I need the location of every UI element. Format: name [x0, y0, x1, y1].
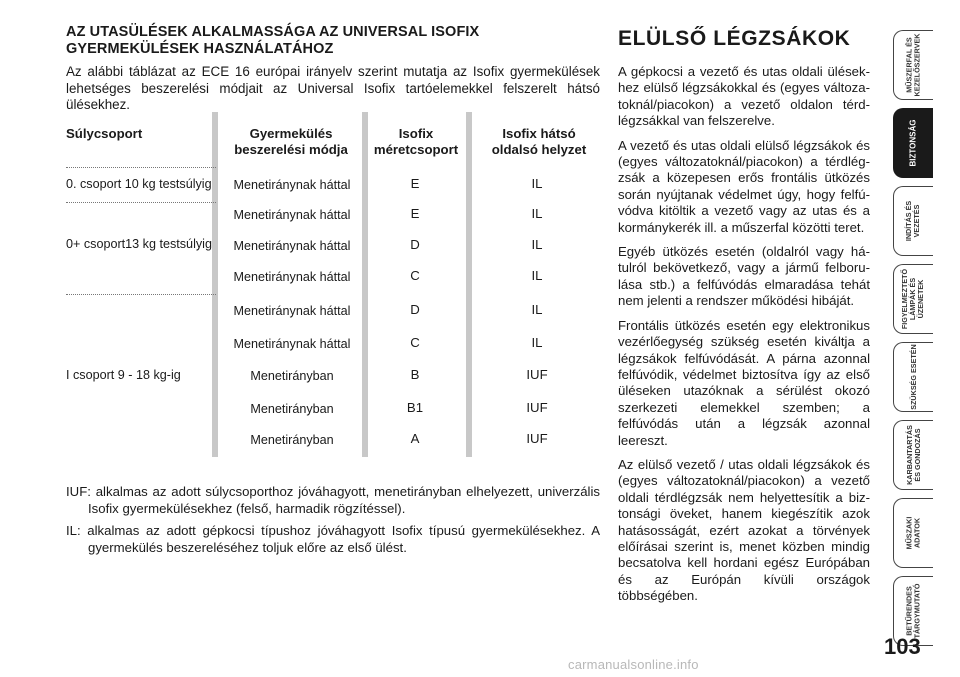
- section-title: [66, 24, 600, 58]
- cell-install-mode: Menetiránynak háttal: [233, 337, 351, 351]
- cell-install-mode: Menetiránynak háttal: [233, 208, 351, 222]
- header-rear-position: [474, 126, 604, 158]
- cell-size-class: B: [410, 367, 420, 382]
- cell-install-mode: Menetiránynak háttal: [233, 304, 351, 318]
- cell-size-class: E: [410, 206, 420, 221]
- cell-rear-position: IL: [531, 237, 543, 252]
- cell-size-class: D: [410, 237, 420, 252]
- table-notes: [66, 484, 600, 562]
- cell-rear-position: IUF: [526, 431, 548, 446]
- weight-group-0plus: 0+ csoport13 kg testsúlyig: [66, 237, 212, 251]
- table-separator: [362, 112, 368, 457]
- header-weight-group: Súlycsoport: [66, 126, 143, 141]
- table-separator: [466, 112, 472, 457]
- cell-install-mode: Menetiránynak háttal: [233, 239, 351, 253]
- airbag-paragraph: Az elülső vezető / utas oldali légzsákok és (egyes változatoknál/piacokon) a vezető oldali térdlégzsák nem helyettesítik a biztonsági öveket, hanem kiegészítik azok hatásosságát, ezért azokat a törvények előírásai szerint is, menet közben mindig becsatolva kell hordani egész Európában és az Európán kívüli országok többségében.: [618, 456, 870, 604]
- header-install-mode-line2: beszerelési módja: [234, 142, 348, 157]
- header-size-class: [368, 126, 464, 158]
- header-size-class-line1: Isofix: [398, 126, 434, 141]
- cell-install-mode: Menetirányban: [250, 433, 334, 447]
- cell-rear-position: IL: [531, 302, 543, 317]
- tab-maintenance[interactable]: [893, 420, 933, 490]
- tab-label: MŰSZAKI ADATOK: [904, 516, 922, 550]
- group-divider: [66, 294, 216, 295]
- airbag-section: [618, 26, 870, 613]
- section-title-line1: AZ UTASÜLÉSEK ALKALMASSÁGA AZ UNIVERSAL ISOFIX: [66, 24, 480, 40]
- tab-technical-data[interactable]: [893, 498, 933, 568]
- tab-warning-lights[interactable]: [893, 264, 933, 334]
- note-iuf: IUF: alkalmas az adott súlycsoporthoz jóváhagyott, menetirányban elhelyezett, univerzális Isofix gyermekülésekhez (felső, harmadik rögzítéssel).: [66, 484, 600, 516]
- cell-size-class: A: [410, 431, 420, 446]
- cell-rear-position: IL: [531, 268, 543, 283]
- airbag-paragraph: A gépkocsi a vezető és utas oldali ülésekhez elülső légzsákokkal és (egyes változatoknál/piacokon) a vezető oldalon térdlégzsákkal van felszerelve.: [618, 64, 870, 129]
- page-number: 103: [884, 634, 921, 659]
- group-divider: [66, 167, 216, 168]
- weight-group-0: 0. csoport 10 kg testsúlyig: [66, 177, 212, 191]
- cell-rear-position: IL: [531, 206, 543, 221]
- header-install-mode-line1: Gyermekülés: [249, 126, 333, 141]
- tab-label: BIZTONSÁG: [908, 119, 918, 167]
- tab-safety[interactable]: [893, 108, 933, 178]
- note-il: IL: alkalmas az adott gépkocsi típushoz jóváhagyott Isofix típusú gyermekülésekhez. A gyermekülés beszereléséhez toljuk előre az első ülést.: [66, 523, 600, 555]
- cell-install-mode: Menetiránynak háttal: [233, 178, 351, 192]
- tab-label: KARBANTARTÁS ÉS GONDOZÁS: [904, 425, 922, 485]
- cell-size-class: E: [410, 176, 420, 191]
- cell-install-mode: Menetirányban: [250, 402, 334, 416]
- airbag-paragraph: Frontális ütközés esetén egy elektronikus vezérlőegység szükség esetén kiváltja a légzsákok felfúvódását. A párna azonnal felfúvódik, védelmet biztosítva így az első üléseken utazóknak a sérülést okozó szerkezeti elemekkel szemben; a felfúvódás után a légzsák azonnal leereszt.: [618, 317, 870, 448]
- watermark: carmanualsonline.info: [568, 657, 699, 672]
- chapter-tabs: [893, 30, 933, 654]
- group-divider: [66, 202, 216, 203]
- cell-size-class: C: [410, 335, 420, 350]
- cell-install-mode: Menetirányban: [250, 369, 334, 383]
- header-size-class-line2: méretcsoport: [373, 142, 459, 157]
- tab-label: FIGYELMEZTETŐ LÁMPÁK ÉS ÜZENETEK: [900, 268, 926, 330]
- cell-size-class: C: [410, 268, 420, 283]
- cell-rear-position: IL: [531, 335, 543, 350]
- isofix-section: [66, 24, 600, 114]
- weight-group-1: I csoport 9 - 18 kg-ig: [66, 368, 181, 382]
- tab-label: SZÜKSÉG ESETÉN: [908, 344, 918, 410]
- tab-emergency[interactable]: [893, 342, 933, 412]
- cell-rear-position: IL: [531, 176, 543, 191]
- header-rear-position-line2: oldalsó helyzet: [491, 142, 587, 157]
- header-install-mode: [220, 126, 362, 158]
- section-intro: Az alábbi táblázat az ECE 16 európai irányelv szerint mutatja az Isofix gyermekülések lehetséges beszerelési módjait az Universal Isofix tartóelemekkel felszerelt hátsó ülésekhez.: [66, 64, 600, 112]
- header-rear-position-line1: Isofix hátsó: [502, 126, 576, 141]
- tab-starting-driving[interactable]: [893, 186, 933, 256]
- table-separator: [212, 112, 218, 457]
- cell-size-class: D: [410, 302, 420, 317]
- cell-rear-position: IUF: [526, 367, 548, 382]
- airbag-paragraph: A vezető és utas oldali elülső légzsákok és (egyes változatoknál/piacokon) a térdlégzsák a közepesen erős frontális ütközés során nyújtanak védelmet úgy, hogy felfúvódva kitöltik a vezető vagy az utas és a kormánykerék ill. a műszerfal közötti teret.: [618, 137, 870, 235]
- tab-dashboard-controls[interactable]: [893, 30, 933, 100]
- airbag-title: ELÜLSŐ LÉGZSÁKOK: [618, 27, 851, 50]
- cell-install-mode: Menetiránynak háttal: [233, 270, 351, 284]
- tab-label: INDÍTÁS ÉS VEZETÉS: [904, 200, 922, 242]
- cell-size-class: B1: [406, 400, 424, 415]
- airbag-paragraph: Egyéb ütközés esetén (oldalról vagy hátulról bekövetkező, vagy a jármű felborulása stb.) a felfúvódás elmaradása tehát nem jelenti a rendszer működési hibáját.: [618, 244, 870, 309]
- cell-rear-position: IUF: [526, 400, 548, 415]
- tab-label: BETŰRENDES TÁRGYMUTATÓ: [904, 583, 922, 639]
- tab-label: MŰSZERFAL ÉS KEZELŐSZERVEK: [904, 33, 922, 97]
- section-title-line2: GYERMEKÜLÉSEK HASZNÁLATÁHOZ: [66, 41, 334, 57]
